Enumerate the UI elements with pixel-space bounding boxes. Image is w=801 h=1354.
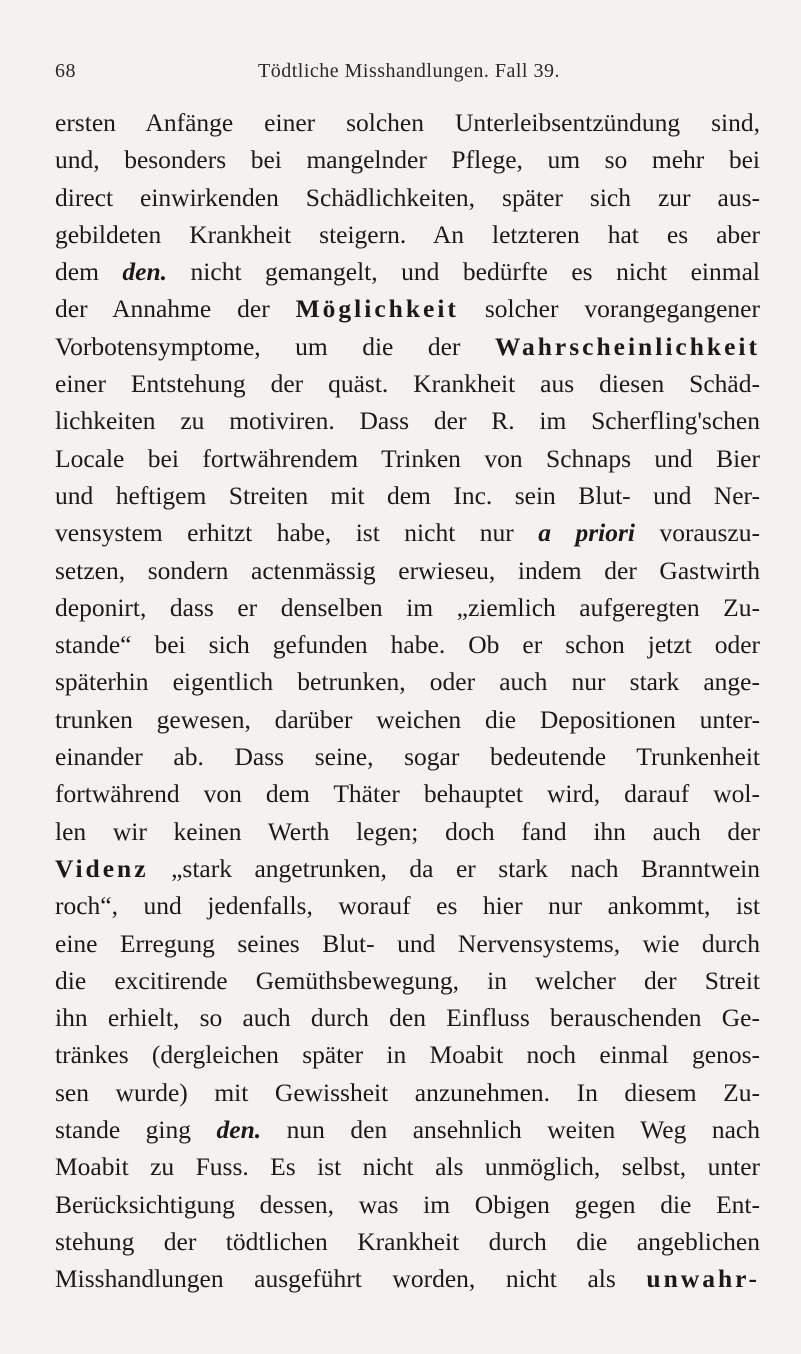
page-number: 68 (55, 60, 76, 82)
text-line (55, 626, 760, 663)
text-segment: ersten Anfänge einer solchen Unterleibsentzündung sind, (55, 108, 760, 137)
text-line (55, 1074, 760, 1111)
text-line (55, 589, 760, 626)
text-segment: roch“, und jedenfalls, worauf es hier nur ankommt, ist (55, 891, 760, 921)
text-segment: Misshandlungen ausgeführt worden, nicht als (55, 1264, 647, 1294)
text-line (55, 887, 760, 924)
emphasized-text-segment: Möglichkeit (295, 294, 459, 324)
text-line (55, 216, 760, 253)
text-segment: ihn erhielt, so auch durch den Einfluss berauschenden Ge- (55, 1003, 760, 1033)
text-segment: vorauszu- (634, 518, 760, 548)
text-line (55, 1111, 760, 1148)
text-segment: und heftigem Streiten mit dem Inc. sein Blut- und Ner- (55, 480, 760, 510)
text-line (55, 365, 760, 402)
text-line (55, 104, 760, 141)
text-line (55, 738, 760, 775)
text-line (55, 663, 760, 700)
italic-text-segment: den. (122, 257, 168, 287)
text-line (55, 402, 760, 439)
text-segment: Moabit zu Fuss. Es ist nicht als unmöglich, selbst, unter (55, 1152, 760, 1182)
text-segment: solcher vorangegangener (458, 294, 760, 324)
text-segment: len wir keinen Werth legen; doch fand ihn auch der (55, 816, 760, 846)
text-segment: die excitirende Gemüthsbewegung, in welcher der Streit (55, 965, 760, 995)
text-segment: gebildeten Krankheit steigern. An letzteren hat es aber (55, 219, 760, 249)
text-line (55, 1223, 760, 1260)
text-segment: stehung der tödtlichen Krankheit durch die angeblichen (55, 1226, 760, 1256)
italic-text-segment: a priori (538, 518, 635, 548)
text-line (55, 775, 760, 812)
text-line (55, 1260, 760, 1297)
text-line (55, 253, 760, 290)
text-line (55, 141, 760, 178)
text-segment: der Annahme der (55, 294, 296, 324)
emphasized-text-segment: unwahr- (646, 1264, 760, 1294)
text-segment: „stark angetrunken, da er stark nach Branntwein (148, 853, 760, 883)
text-segment: stande“ bei sich gefunden habe. Ob er schon jetzt oder (55, 630, 760, 660)
text-segment: direct einwirkenden Schädlichkeiten, später sich zur aus- (55, 182, 760, 212)
text-segment: setzen, sondern actenmässig erwieseu, indem der Gastwirth (55, 555, 760, 585)
running-head (55, 60, 755, 90)
text-line (55, 290, 760, 327)
text-segment: lichkeiten zu motiviren. Dass der R. im Scherfling'schen (55, 406, 760, 436)
text-line (55, 962, 760, 999)
text-line (55, 328, 760, 365)
text-line (55, 514, 760, 551)
text-segment: stande ging (55, 1115, 217, 1145)
text-line (55, 925, 760, 962)
text-segment: nun den ansehnlich weiten Weg nach (261, 1115, 761, 1145)
text-segment: und, besonders bei mangelnder Pflege, um so mehr bei (55, 145, 760, 175)
text-line (55, 999, 760, 1036)
text-segment: trunken gewesen, darüber weichen die Depositionen unter- (55, 704, 760, 734)
text-segment: vensystem erhitzt habe, ist nicht nur (55, 518, 539, 548)
italic-text-segment: den. (216, 1115, 262, 1145)
text-segment: einander ab. Dass seine, sogar bedeutende Trunkenheit (55, 742, 760, 772)
text-line (55, 440, 760, 477)
text-segment: einer Entstehung der quäst. Krankheit aus diesen Schäd- (55, 369, 760, 399)
running-head-title: Tödtliche Misshandlungen. Fall 39. (258, 60, 560, 82)
text-line (55, 477, 760, 514)
text-segment: sen wurde) mit Gewissheit anzunehmen. In diesem Zu- (55, 1077, 760, 1107)
text-segment: dem (55, 257, 123, 287)
text-line (55, 1036, 760, 1073)
text-segment: tränkes (dergleichen später in Moabit noch einmal genos- (55, 1040, 760, 1070)
text-segment: eine Erregung seines Blut- und Nervensystems, wie durch (55, 928, 760, 958)
text-segment: nicht gemangelt, und bedürfte es nicht einmal (167, 257, 760, 287)
text-line (55, 179, 760, 216)
text-line (55, 1148, 760, 1185)
text-line (55, 813, 760, 850)
text-segment: Berücksichtigung dessen, was im Obigen gegen die Ent- (55, 1189, 760, 1219)
text-line (55, 701, 760, 738)
text-line (55, 850, 760, 887)
emphasized-text-segment: Videnz (55, 853, 149, 883)
text-segment: fortwährend von dem Thäter behauptet wird, darauf wol- (55, 779, 760, 809)
text-segment: Locale bei fortwährendem Trinken von Schnaps und Bier (55, 443, 760, 473)
text-line (55, 1186, 760, 1223)
text-segment: deponirt, dass er denselben im „ziemlich aufgeregten Zu- (55, 592, 760, 622)
text-segment: späterhin eigentlich betrunken, oder auch nur stark ange- (55, 667, 760, 697)
body-text (55, 104, 760, 1298)
emphasized-text-segment: Wahrscheinlichkeit (494, 331, 760, 361)
text-segment: Vorbotensymptome, um die der (55, 331, 495, 361)
text-line (55, 552, 760, 589)
